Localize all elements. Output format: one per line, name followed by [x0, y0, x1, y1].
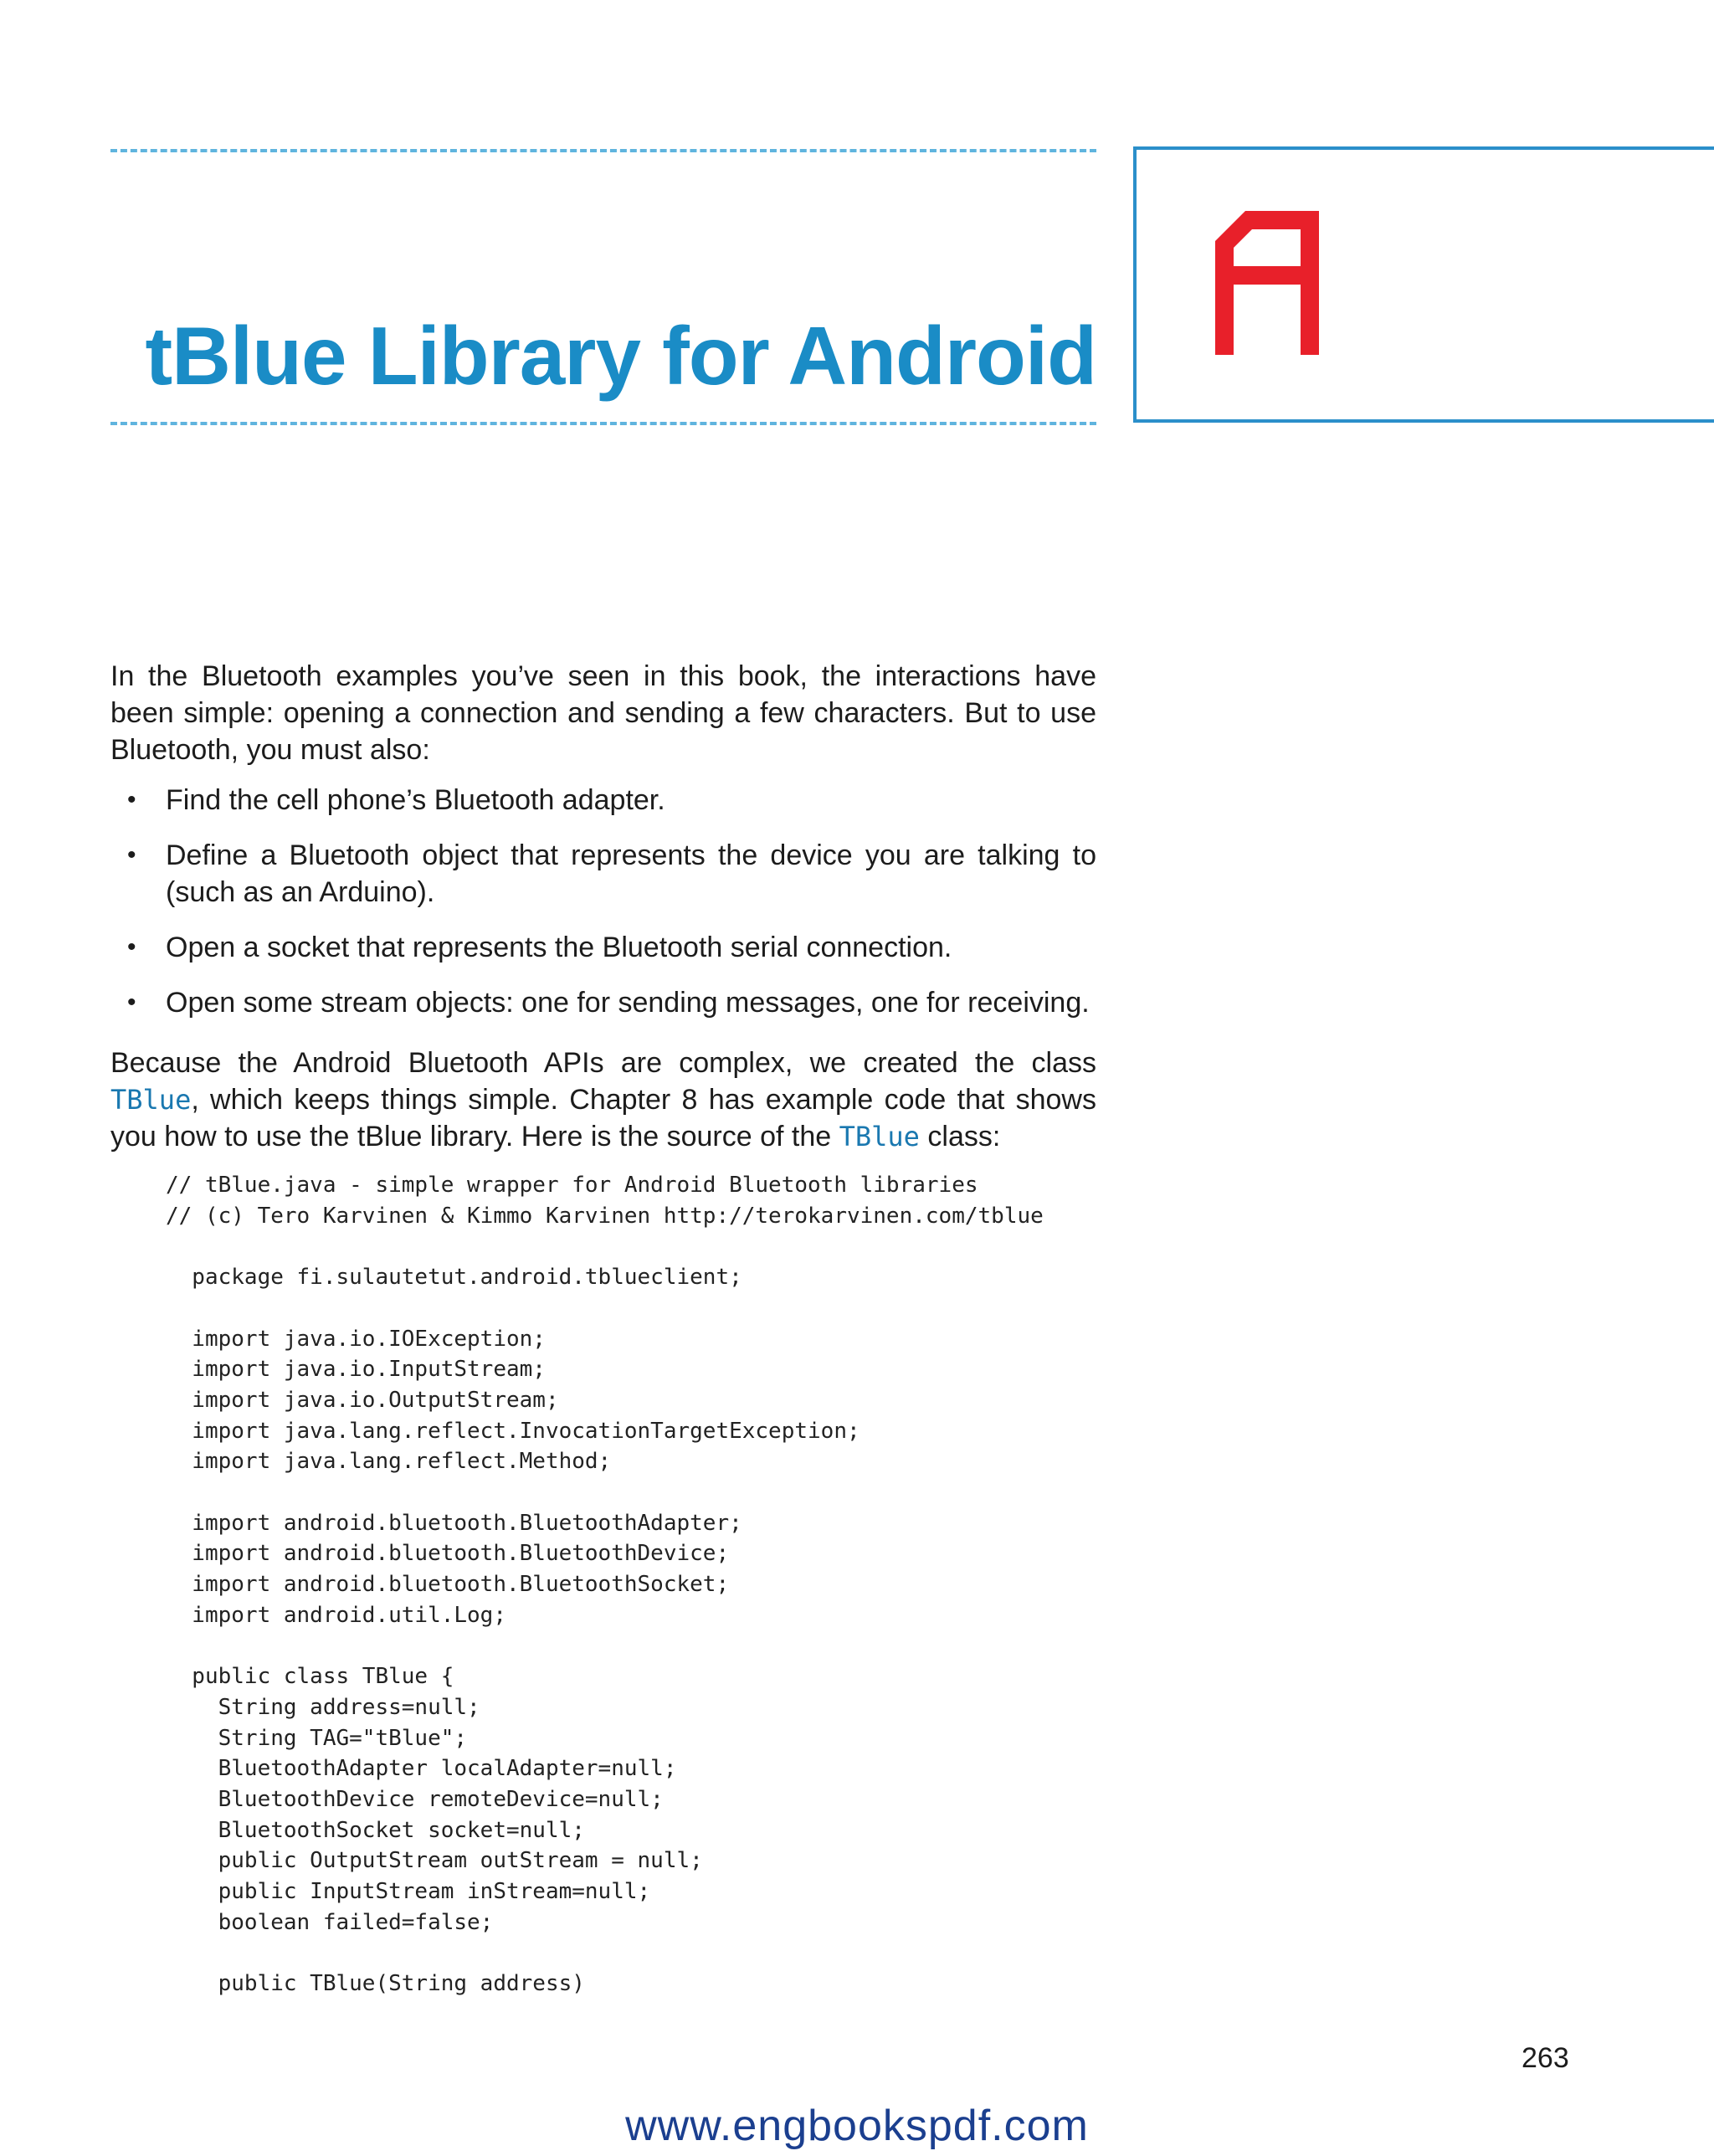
chapter-title: tBlue Library for Android [145, 310, 1096, 402]
code-listing: // tBlue.java - simple wrapper for Android Bluetooth libraries // (c) Tero Karvinen & Kimmo Karvinen http://terokarvinen.com/tblue package fi.sulautetut.android.tblueclient; import java.io.IOException; import java.io.InputStream; import java.io.OutputStream; import java.lang.reflect.InvocationTargetException; import java.lang.reflect.Method; import android.bluetooth.BluetoothAdapter; import android.bluetooth.BluetoothDevice; import android.bluetooth.BluetoothSocket; import android.util.Log; public class TBlue { String address=null; String TAG="tBlue"; BluetoothAdapter localAdapter=null; BluetoothDevice remoteDevice=null; BluetoothSocket socket=null; public OutputStream outStream = null; public InputStream inStream=null; boolean failed=false; public TBlue(String address) [166, 1173, 1044, 1997]
class-intro-paragraph: Because the Android Bluetooth APIs are complex, we created the class TBlue, which keeps things simple. Chapter 8 has example code that shows you how to use the tBlue library. Here is the source of the TBlue class: [110, 1047, 1096, 1152]
list-item: • Open a socket that represents the Bluetooth serial connection. [127, 932, 952, 963]
top-dashed-rule [110, 149, 1096, 152]
list-item: • Define a Bluetooth object that represents the device you are talking to (such as an Arduino). [127, 839, 1096, 908]
page-number: 263 [1522, 2042, 1569, 2074]
chapter-letter [1215, 211, 1319, 359]
footer-url[interactable]: www.engbookspdf.com [625, 2102, 1089, 2150]
chapter-letter-glyph [1215, 211, 1319, 355]
list-item: • Find the cell phone’s Bluetooth adapter. [127, 784, 665, 816]
inline-code-tblue: TBlue [110, 1084, 192, 1116]
list-item: • Open some stream objects: one for sending messages, one for receiving. [127, 987, 1090, 1019]
inline-code-tblue: TBlue [839, 1121, 920, 1152]
bottom-dashed-rule [110, 422, 1096, 425]
bullet-list [110, 782, 1096, 1040]
intro-paragraph: In the Bluetooth examples you’ve seen in this book, the interactions have been simple: opening a connection and sending a few characters. But to use Bluetooth, you must also: [110, 660, 1096, 766]
